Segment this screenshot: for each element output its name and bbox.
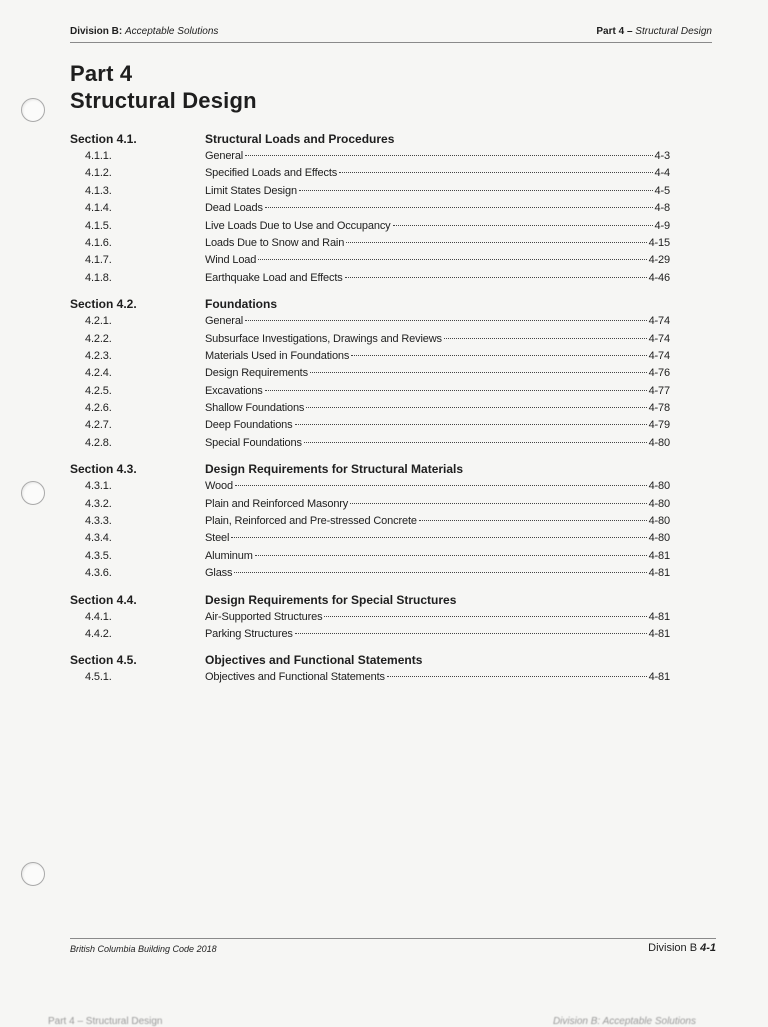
toc-entry-body	[205, 532, 670, 544]
toc-entry-page: 4-80	[648, 436, 670, 449]
toc-section-number: Section 4.5.	[70, 653, 137, 668]
toc-entry-body	[205, 237, 670, 249]
toc-entry-number: 4.1.3.	[85, 184, 112, 197]
toc-entry-title: Live Loads Due to Use and Occupancy	[205, 219, 391, 232]
dot-leader	[419, 520, 647, 521]
footer-code-name: British Columbia Building Code 2018	[70, 944, 217, 954]
toc-entry-body	[205, 220, 670, 232]
toc-entry-title: Earthquake Load and Effects	[205, 271, 343, 284]
table-of-contents	[70, 130, 670, 695]
dot-leader	[310, 372, 647, 373]
toc-entry-title: Plain, Reinforced and Pre-stressed Concrete	[205, 515, 417, 528]
toc-entry[interactable]	[70, 626, 670, 643]
toc-entry-number: 4.1.5.	[85, 219, 112, 232]
toc-entry-body	[205, 272, 670, 284]
dot-leader	[231, 537, 646, 538]
toc-section	[70, 295, 670, 452]
toc-entry-body	[205, 254, 670, 266]
binder-hole-top	[21, 98, 45, 122]
toc-section	[70, 460, 670, 582]
header-rule	[70, 42, 712, 43]
toc-entry-title: Special Foundations	[205, 436, 302, 449]
toc-entry[interactable]	[70, 548, 670, 565]
dot-leader	[444, 338, 647, 339]
toc-entry-body	[205, 385, 670, 397]
dot-leader	[351, 355, 646, 356]
toc-entry-number: 4.2.7.	[85, 419, 112, 432]
toc-entry-body	[205, 315, 670, 327]
running-footer	[70, 942, 716, 956]
toc-entry-page: 4-81	[648, 610, 670, 623]
toc-entry[interactable]	[70, 565, 670, 582]
toc-entry-number: 4.1.4.	[85, 202, 112, 215]
toc-entry-number: 4.1.1.	[85, 150, 112, 162]
toc-section-number: Section 4.3.	[70, 462, 137, 477]
toc-entry-number: 4.1.8.	[85, 271, 112, 284]
toc-entry-body	[205, 437, 670, 449]
toc-entry-page: 4-77	[648, 384, 670, 397]
toc-entry[interactable]	[70, 400, 670, 417]
dot-leader	[304, 442, 647, 443]
dot-leader	[245, 155, 652, 156]
dot-leader	[234, 572, 646, 573]
dot-leader	[346, 242, 646, 243]
dot-leader	[299, 190, 653, 191]
dot-leader	[393, 225, 653, 226]
toc-entry[interactable]	[70, 530, 670, 547]
toc-entry-body	[205, 167, 670, 179]
toc-entry-title: Materials Used in Foundations	[205, 349, 350, 362]
toc-entry-page: 4-8	[654, 202, 670, 215]
toc-entry-number: 4.4.1.	[85, 610, 112, 623]
toc-entry[interactable]	[70, 235, 670, 252]
toc-entry[interactable]	[70, 417, 670, 434]
page-title	[70, 60, 257, 114]
page-title-part: Part 4	[70, 61, 133, 86]
dot-leader	[324, 616, 646, 617]
toc-section-title: Design Requirements for Special Structures	[205, 592, 457, 607]
toc-entry-number: 4.2.6.	[85, 402, 112, 415]
toc-entry[interactable]	[70, 252, 670, 269]
toc-entry-page: 4-9	[654, 219, 670, 232]
toc-entry-title: Shallow Foundations	[205, 402, 305, 415]
next-page-header-bleed	[48, 1016, 696, 1026]
toc-entry[interactable]	[70, 148, 670, 165]
dot-leader	[339, 172, 652, 173]
toc-entry-number: 4.3.3.	[85, 515, 112, 528]
toc-entry-page: 4-29	[648, 254, 670, 267]
toc-section-title: Objectives and Functional Statements	[205, 653, 423, 668]
toc-entry[interactable]	[70, 365, 670, 382]
header-part: Part 4 – Structural Design	[596, 26, 712, 37]
toc-entry-page: 4-74	[648, 349, 670, 362]
toc-entry-number: 4.2.4.	[85, 367, 112, 380]
toc-entry-page: 4-80	[648, 515, 670, 528]
toc-entry-title: Loads Due to Snow and Rain	[205, 236, 345, 249]
dot-leader	[345, 277, 647, 278]
toc-entry-body	[205, 419, 670, 431]
toc-entry[interactable]	[70, 478, 670, 495]
toc-entry-number: 4.3.6.	[85, 567, 112, 580]
toc-entry-page: 4-5	[654, 184, 670, 197]
toc-entry-title: Steel	[205, 532, 230, 545]
toc-entry-title: Objectives and Functional Statements	[205, 671, 385, 684]
toc-entry-number: 4.2.2.	[85, 332, 112, 345]
toc-entry-page: 4-74	[648, 332, 670, 345]
dot-leader	[265, 390, 647, 391]
next-page-header-left: Part 4 – Structural Design	[48, 1016, 163, 1027]
toc-entry[interactable]	[70, 218, 670, 235]
toc-entry-number: 4.2.1.	[85, 315, 112, 328]
header-division: Division B: Acceptable Solutions	[70, 26, 219, 37]
toc-entry-title: Glass	[205, 567, 233, 580]
toc-entry[interactable]	[70, 165, 670, 182]
toc-section-title: Design Requirements for Structural Materials	[205, 462, 464, 477]
toc-entry-title: Plain and Reinforced Masonry	[205, 497, 349, 510]
toc-entry-number: 4.5.1.	[85, 671, 112, 684]
toc-entry-number: 4.3.4.	[85, 532, 112, 545]
toc-entry[interactable]	[70, 383, 670, 400]
toc-entry-page: 4-80	[648, 532, 670, 545]
toc-entry-body	[205, 567, 670, 579]
toc-entry-page: 4-80	[648, 480, 670, 493]
toc-entry-title: Deep Foundations	[205, 419, 293, 432]
toc-section	[70, 130, 670, 287]
toc-entry-page: 4-81	[648, 567, 670, 580]
toc-entry-page: 4-46	[648, 271, 670, 284]
toc-entry-body	[205, 671, 670, 683]
toc-entry-page: 4-79	[648, 419, 670, 432]
toc-entry-title: Subsurface Investigations, Drawings and Reviews	[205, 332, 442, 345]
next-page-header-right: Division B: Acceptable Solutions	[552, 1016, 696, 1027]
binder-hole-bottom	[21, 862, 45, 886]
toc-entry-body	[205, 611, 670, 623]
toc-entry-body	[205, 333, 670, 345]
dot-leader	[258, 259, 646, 260]
toc-entry-page: 4-81	[648, 627, 670, 640]
toc-entry-title: General	[205, 315, 244, 328]
dot-leader	[255, 555, 647, 556]
toc-entry[interactable]	[70, 496, 670, 513]
toc-entry-page: 4-81	[648, 549, 670, 562]
dot-leader	[350, 503, 646, 504]
toc-entry-body	[205, 350, 670, 362]
toc-section-number: Section 4.2.	[70, 297, 137, 312]
dot-leader	[306, 407, 646, 408]
toc-entry-title: Specified Loads and Effects	[205, 167, 338, 180]
toc-entry[interactable]	[70, 609, 670, 626]
toc-entry-title: Air-Supported Structures	[205, 610, 323, 623]
toc-section-heading	[70, 591, 670, 609]
toc-section	[70, 591, 670, 644]
toc-entry-title: Wind Load	[205, 254, 257, 267]
toc-entry[interactable]	[70, 669, 670, 686]
toc-entry[interactable]	[70, 513, 670, 530]
toc-section-number: Section 4.4.	[70, 592, 137, 607]
toc-entry-number: 4.2.8.	[85, 436, 112, 449]
toc-entry-body	[205, 402, 670, 414]
page-title-name: Structural Design	[70, 88, 257, 113]
footer-rule	[70, 938, 716, 939]
toc-entry-title: Limit States Design	[205, 184, 297, 197]
toc-entry-title: Dead Loads	[205, 202, 263, 215]
toc-entry-page: 4-76	[648, 367, 670, 380]
toc-entry-number: 4.1.6.	[85, 236, 112, 249]
toc-entry[interactable]	[70, 435, 670, 452]
running-header	[70, 26, 712, 40]
dot-leader	[295, 424, 647, 425]
toc-entry-title: Parking Structures	[205, 627, 293, 640]
toc-entry-page: 4-3	[654, 150, 670, 162]
toc-section-title: Structural Loads and Procedures	[205, 132, 395, 146]
toc-entry-page: 4-15	[648, 236, 670, 249]
toc-section-title: Foundations	[205, 297, 277, 312]
toc-entry-page: 4-74	[648, 315, 670, 328]
toc-entry-title: Design Requirements	[205, 367, 308, 380]
toc-section-heading	[70, 460, 670, 478]
footer-page-ref: Division B 4-1	[648, 942, 716, 954]
dot-leader	[245, 320, 646, 321]
toc-entry-number: 4.2.3.	[85, 349, 112, 362]
toc-entry-page: 4-80	[648, 497, 670, 510]
dot-leader	[387, 676, 647, 677]
toc-entry-title: General	[205, 150, 244, 162]
toc-entry-title: Wood	[205, 480, 233, 493]
binder-hole-middle	[21, 481, 45, 505]
toc-entry[interactable]	[70, 348, 670, 365]
dot-leader	[265, 207, 653, 208]
dot-leader	[235, 485, 647, 486]
toc-entry-title: Aluminum	[205, 549, 253, 562]
toc-entry-page: 4-81	[648, 671, 670, 684]
toc-entry-number: 4.3.1.	[85, 480, 112, 493]
toc-entry-body	[205, 550, 670, 562]
toc-entry[interactable]	[70, 270, 670, 287]
toc-entry-body	[205, 515, 670, 527]
toc-section	[70, 651, 670, 686]
toc-entry[interactable]	[70, 200, 670, 217]
toc-entry-page: 4-4	[654, 167, 670, 180]
toc-entry-number: 4.1.7.	[85, 254, 112, 267]
toc-section-number: Section 4.1.	[70, 132, 137, 146]
toc-entry-number: 4.1.2.	[85, 167, 112, 180]
toc-entry-number: 4.3.5.	[85, 549, 112, 562]
toc-entry-body	[205, 498, 670, 510]
toc-entry-body	[205, 480, 670, 492]
toc-entry[interactable]	[70, 331, 670, 348]
toc-entry-body	[205, 367, 670, 379]
toc-entry-number: 4.2.5.	[85, 384, 112, 397]
toc-section-heading	[70, 130, 670, 148]
toc-entry[interactable]	[70, 313, 670, 330]
toc-entry-body	[205, 202, 670, 214]
toc-entry-page: 4-78	[648, 402, 670, 415]
toc-entry-title: Excavations	[205, 384, 263, 397]
toc-entry[interactable]	[70, 183, 670, 200]
toc-section-heading	[70, 295, 670, 313]
toc-entry-number: 4.4.2.	[85, 627, 112, 640]
toc-entry-body	[205, 150, 670, 162]
toc-entry-body	[205, 185, 670, 197]
toc-entry-body	[205, 628, 670, 640]
toc-entry-number: 4.3.2.	[85, 497, 112, 510]
toc-section-heading	[70, 651, 670, 669]
dot-leader	[295, 633, 647, 634]
